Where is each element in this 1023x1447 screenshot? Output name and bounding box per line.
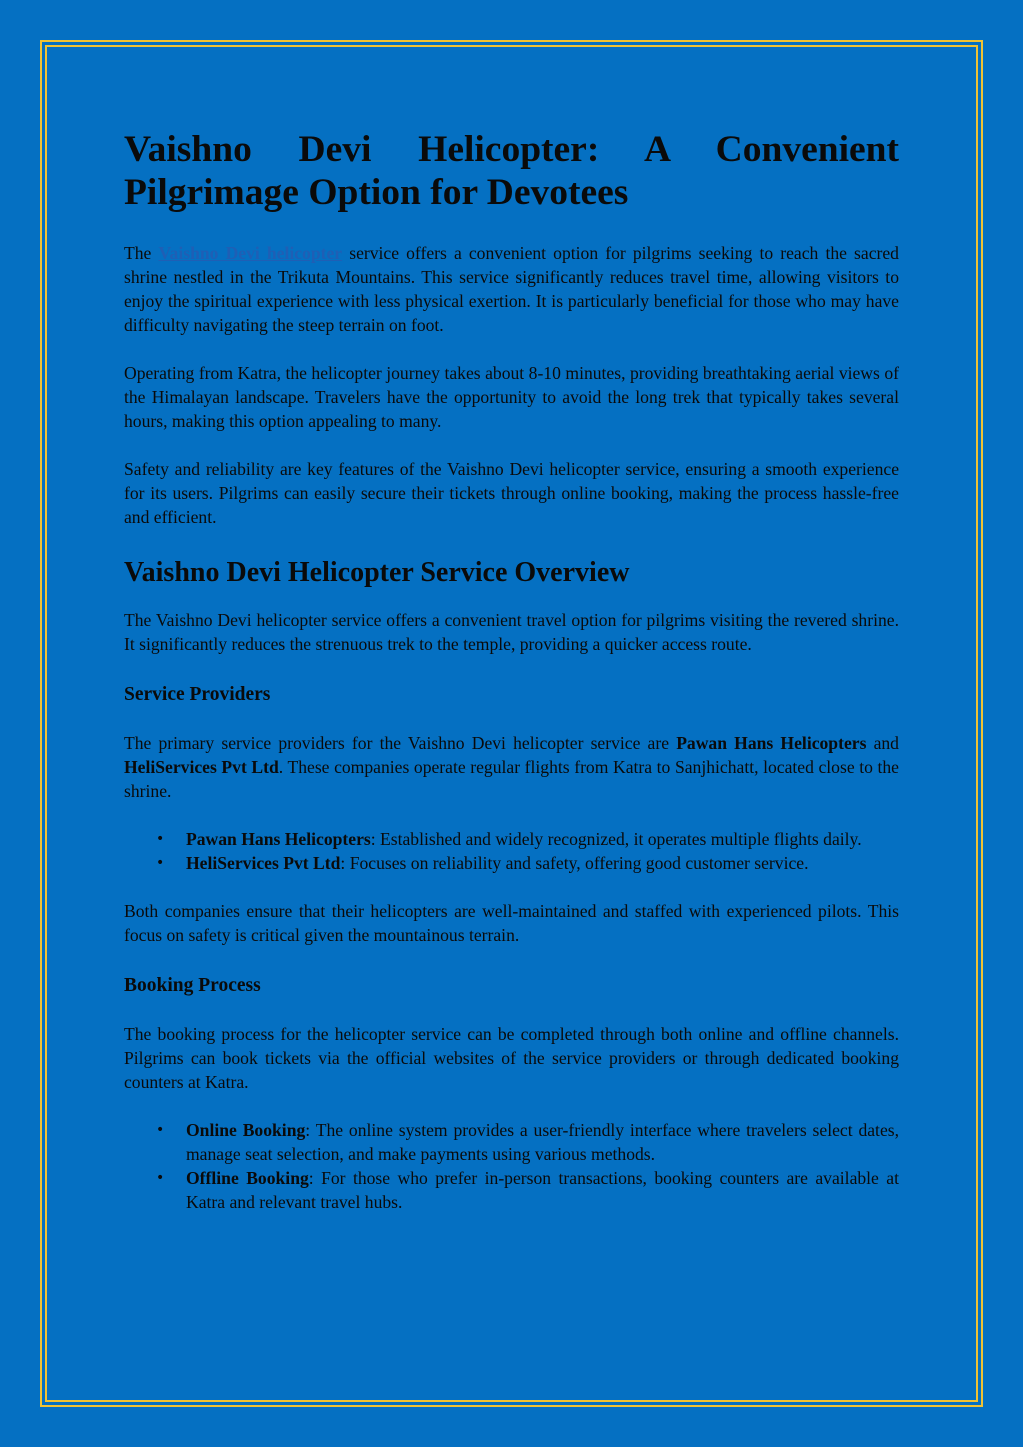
intro-paragraph-3: Safety and reliability are key features of the Vaishno Devi helicopter service, ensuring a smooth experience for its users. Pilgrims can easily secure their tickets through online booking, making the process hassle-free and efficient.	[124, 459, 899, 527]
booking-process-heading: Booking Process	[124, 975, 261, 996]
providers-heliservices: HeliServices Pvt Ltd	[124, 757, 279, 777]
vaishno-devi-helicopter-link[interactable]: Vaishno Devi helicopter	[158, 243, 343, 263]
list-item-text: : For those who prefer in-person transactions, booking counters are available at Katra and relevant travel hubs.	[186, 1168, 899, 1212]
list-item	[186, 851, 899, 875]
providers-pawan-hans: Pawan Hans Helicopters	[676, 733, 867, 753]
list-item-title: Online Booking	[186, 1120, 306, 1140]
providers-paragraph	[124, 731, 899, 803]
overview-paragraph: The Vaishno Devi helicopter service offers a convenient travel option for pilgrims visiting the revered shrine. It significantly reduces the strenuous trek to the temple, providing a quicker access route.	[124, 610, 899, 654]
overview-heading: Vaishno Devi Helicopter Service Overview	[124, 557, 630, 588]
list-item-text: : Established and widely recognized, it operates multiple flights daily.	[370, 829, 862, 849]
intro-text-rest: service offers a convenient option for pilgrims seeking to reach the sacred shrine nestled in the Trikuta Mountains. This service significantly reduces travel time, allowing visitors to enjoy the spiritual experience with less physical exertion. It is particularly beneficial for those who may have difficulty navigating the steep terrain on foot.	[124, 243, 899, 335]
booking-list	[124, 1118, 899, 1214]
list-item-title: Pawan Hans Helicopters	[186, 829, 371, 849]
intro-paragraph-2: Operating from Katra, the helicopter journey takes about 8-10 minutes, providing breathtaking aerial views of the Himalayan landscape. Travelers have the opportunity to avoid the long trek that typically takes several hours, making this option appealing to many.	[124, 363, 899, 431]
page-title-line-2: Pilgrimage Option for Devotees	[124, 172, 629, 213]
intro-text-start: The	[124, 243, 159, 263]
document-body	[124, 128, 899, 1214]
providers-text-c: and	[866, 733, 899, 753]
booking-paragraph: The booking process for the helicopter service can be completed through both online and offline channels. Pilgrims can book tickets via the official websites of the service providers or through dedicated booking counters at Katra.	[124, 1024, 899, 1092]
service-providers-heading: Service Providers	[124, 684, 271, 705]
list-item	[186, 1118, 899, 1166]
providers-closing-paragraph: Both companies ensure that their helicopters are well-maintained and staffed with experienced pilots. This focus on safety is critical given the mountainous terrain.	[124, 901, 899, 945]
list-item-text: : The online system provides a user-friendly interface where travelers select dates, manage seat selection, and make payments using various methods.	[186, 1120, 899, 1164]
list-item	[186, 1166, 899, 1214]
page-title-line-1: Vaishno Devi Helicopter: A Convenient	[124, 129, 899, 170]
list-item-title: HeliServices Pvt Ltd	[186, 853, 341, 873]
list-item	[186, 827, 899, 851]
page-title	[124, 128, 899, 214]
list-item-text: : Focuses on reliability and safety, offering good customer service.	[340, 853, 809, 873]
providers-text-d: . These companies operate regular flights from Katra to Sanjhichatt, located close to the shrine.	[124, 757, 899, 801]
list-item-title: Offline Booking	[186, 1168, 309, 1188]
providers-list	[124, 827, 899, 875]
providers-text-a: The primary service providers for the Vaishno Devi helicopter service are	[124, 733, 677, 753]
intro-paragraph-1	[124, 241, 899, 337]
